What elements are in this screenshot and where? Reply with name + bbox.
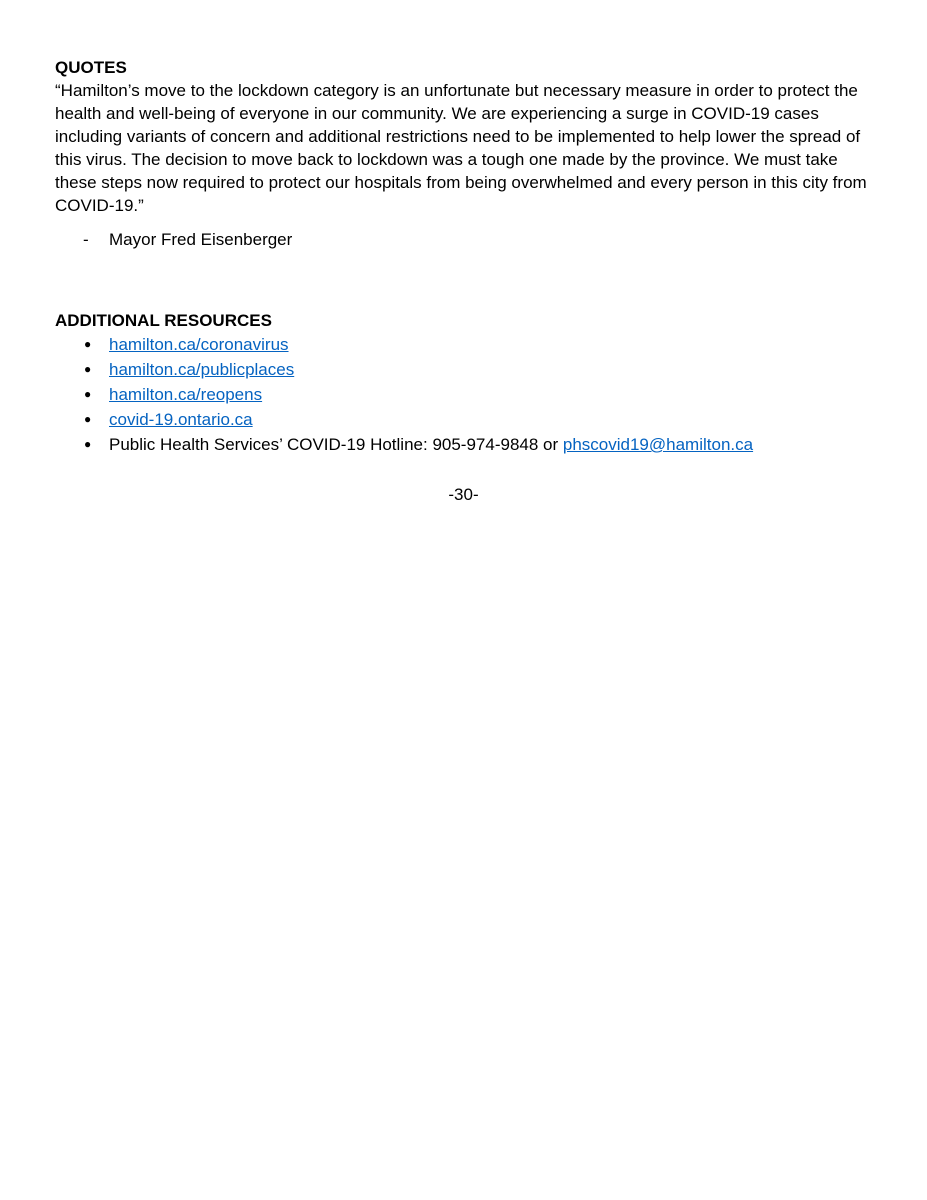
attribution-dash: -	[83, 230, 89, 249]
end-marker: -30-	[448, 485, 479, 504]
bullet-icon: ●	[84, 437, 92, 451]
hotline-email-link[interactable]: phscovid19@hamilton.ca	[562, 435, 754, 454]
attribution-name: Mayor Fred Eisenberger	[109, 230, 293, 249]
resources-list	[82, 333, 753, 458]
link-hamilton-coronavirus[interactable]: hamilton.ca/coronavirus	[109, 335, 289, 354]
list-item	[82, 433, 753, 456]
list-item	[82, 408, 753, 431]
bullet-icon: ●	[84, 362, 92, 376]
link-hamilton-publicplaces[interactable]: hamilton.ca/publicplaces	[109, 360, 295, 379]
list-item	[82, 383, 753, 406]
link-hamilton-reopens[interactable]: hamilton.ca/reopens	[109, 385, 263, 404]
list-item	[82, 358, 753, 381]
quotes-heading: QUOTES	[55, 58, 127, 77]
link-covid19-ontario[interactable]: covid-19.ontario.ca	[109, 410, 253, 429]
quote-attribution	[83, 228, 292, 251]
bullet-icon: ●	[84, 387, 92, 401]
mayor-quote: “Hamilton’s move to the lockdown category is an unfortunate but necessary measure in order to protect the health and well-being of everyone in our community. We are experiencing a surge in COVID-19 cases including variants of concern and additional restrictions need to be implemented to help lower the spread of this virus. The decision to move back to lockdown was a tough one made by the province. We must take these steps now required to protect our hospitals from being overwhelmed and every person in this city from COVID-19.”	[55, 81, 867, 215]
list-item	[82, 333, 753, 356]
bullet-icon: ●	[84, 412, 92, 426]
additional-resources-heading: ADDITIONAL RESOURCES	[55, 311, 272, 330]
hotline-text: Public Health Services’ COVID-19 Hotline: 905-974-9848 or	[109, 435, 563, 454]
bullet-icon: ●	[84, 337, 92, 351]
